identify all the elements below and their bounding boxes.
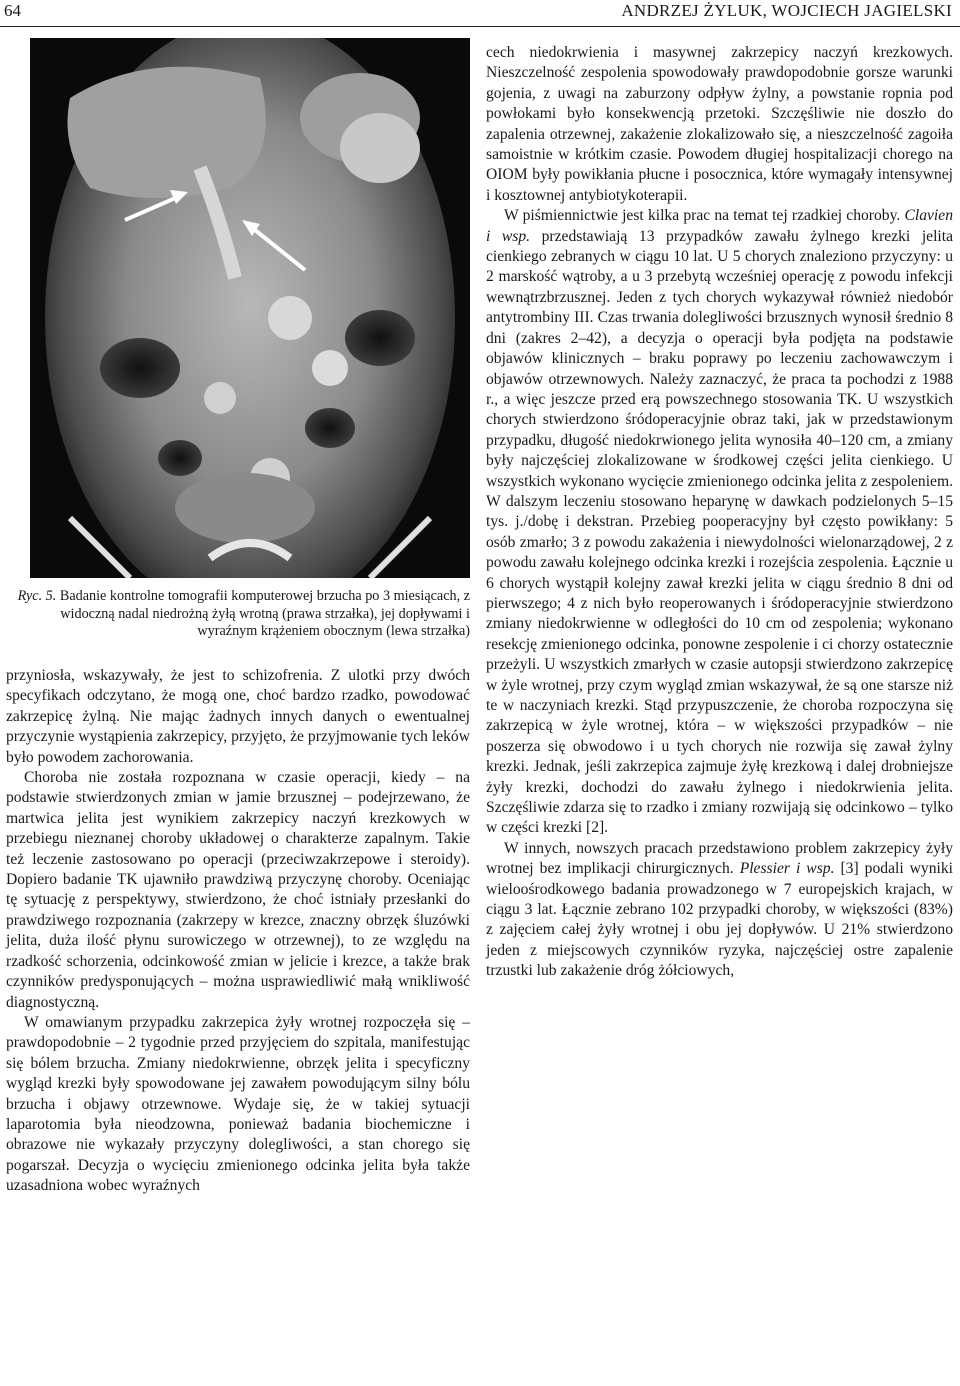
left-paragraph-3: W omawianym przypadku zakrzepica żyły wrotnej rozpoczęła się – prawdopodobnie – 2 tygodnie przed przyjęciem do szpitala, manifestując się bólem brzucha. Zmiany niedokrwienne, obrzęk jelita i specyficzny wygląd krezki były spowodowane jej zawałem powodującym silny bólu brzucha i objawy otrzewnowe. Wydaje się, że w takiej sytuacji laparotomia była nieodzowna, ponieważ badania biochemiczne i obrazowe nie wykazały przyczyny dolegliwości, a stan chorego się pogarszał. Decyzja o wycięciu zmienionego odcinka jelita była także uzasadniona wobec wyraźnych bbox=[6, 1013, 470, 1195]
left-column bbox=[6, 666, 470, 1197]
caption-text: Badanie kontrolne tomografii komputerowej brzucha po 3 miesiącach, z widoczną nadal niedrożną żyłą wrotną (prawa strzałka), jej dopływami i wyraźnym krążeniem obocznym (lewa strzałka) bbox=[56, 588, 470, 640]
right-paragraph-1: cech niedokrwienia i masywnej zakrzepicy naczyń krezkowych. Nieszczelność zespolenia spowodowały prawdopodobnie gorsze warunki gojenia, z uwagi na zaburzony odpływ żylny, a powstanie ropnia pod powłokami było konsekwencją przetoki. Szczęśliwie nie doszło do zapalenia otrzewnej, zakażenie zlokalizowało się, a nieszczelność zagoiła samoistnie w krótkim czasie. Powodem długiej hospitalizacji chorego na OIOM były powikłania płucne i posocznica, które wymagały intensywnej i kosztownej antybiotykoterapii. bbox=[486, 44, 953, 204]
citation-clavien: Clavien i wsp. bbox=[486, 207, 953, 245]
caption-label: Ryc. 5. bbox=[17, 588, 57, 604]
left-paragraph-1: przyniosła, wskazywały, że jest to schizofrenia. Z ulotki przy dwóch specyfikach odczytano, że mogą one, choć bardzo rzadko, powodować zakrzepicę żylną. Nie mając żadnych innych danych o ewentualnej przyczynie wystąpienia zakrzepicy, przyjęto, że przyjmowanie tych leków było powodem zachorowania. bbox=[6, 667, 470, 766]
ct-scan-image bbox=[30, 38, 470, 578]
right-paragraph-2-text-b: przedstawiają 13 przypadków zawału żylnego krezki jelita cienkiego zebranych w ciągu 10 lat. U 5 chorych znaleziono przyczyny: u 2 marskość wątroby, a u 3 przebytą wcześniej operację z powodu infekcji wewnątrzbrzusznej. Jeden z tych chorych wykazywał również niedobór antytrombiny III. Czas trwania dolegliwości brzusznych wynosił średnio 8 dni (zakres 2–42), a decyzja o operacji była podjęta na podstawie objawów klinicznych – braku poprawy po leczeniu zachowawczym i objawów otrzewnowych. Należy zaznaczyć, że praca ta pochodzi z 1988 r., a więc jeszcze przed erą powszechnego stosowania TK. U wszystkich chorych stwierdzono śródoperacyjnie obraz taki, jak w przedstawionym przypadku, długość niedokrwionego jelita wynosiła 40–120 cm, a zmiany były najczęściej zlokalizowane w środkowej części jelita cienkiego. U wszystkich wykonano wycięcie zmienionego odcinka jelita z zespoleniem. W dalszym leczeniu stosowano heparynę w dawkach podzielonych 5–15 tys. j./dobę i dekstran. Przebieg pooperacyjny był często powikłany: 5 osób zmarło; 3 z powodu zakażenia i niewydolności wielonarządowej, 2 z powodu zawału kolejnego odcinka krezki i rozejścia zespolenia. Łącznie u 6 chorych wystąpił kolejny zawał krezki jelita w ciągu średnio 8 dni od pierwszego; 4 z nich było reoperowanych i śródoperacyjnie stwierdzono zmiany niedokrwienne w odległości do 10 cm od zespolenia; wykonano resekcję zmienionego odcinka, ponowne zespolenie i ci chorzy ostatecznie przeżyli. U wszystkich zmarłych w czasie autopsji stwierdzono zakrzepicę w żyle wrotnej, przy czym wygląd zmian wskazywał, że są one starsze niż te w naczyniach krezki. Stąd przypuszczenie, że choroba rozpoczyna się zakrzepicą w żyle wrotnej, która – w większości przypadków – nie poszerza się obwodowo i u tych chorych nie rozwija się zawał żylny krezki. Jednak, jeśli zakrzepica zajmuje żyłę krezkową i dalej drobniejsze żyły krezki, dochodzi do zawału żylnego i niedokrwienia jelita. Szczęśliwie zdarza się to rzadko i zmiany rozwijają się odcinkowo – tylko w części krezki [2]. bbox=[486, 227, 953, 837]
ct-scan-figure bbox=[30, 38, 470, 578]
running-head-authors: ANDRZEJ ŻYLUK, WOJCIECH JAGIELSKI bbox=[621, 1, 952, 20]
header-rule bbox=[0, 26, 960, 27]
right-paragraph-3 bbox=[486, 839, 953, 982]
right-column bbox=[486, 43, 953, 982]
page-header bbox=[0, 0, 960, 22]
citation-plessier: Plessier i wsp. bbox=[739, 860, 835, 878]
right-paragraph-3-text-b: [3] podali wyniki wieloośrodkowego badania prowadzonego w 7 europejskich krajach, w ciągu 3 lat. Łącznie zebrano 102 przypadki choroby, w większości (83%) z zajęciem całej żyły wrotnej i obu jej dopływów. U 21% stwierdzono jeden z miejscowych czynników ryzyka, najczęściej ostre zapalenie trzustki lub zakażenie dróg żółciowych, bbox=[486, 860, 953, 980]
left-paragraph-2: Choroba nie została rozpoznana w czasie operacji, kiedy – na podstawie stwierdzonych zmian w jamie brzusznej – podejrzewano, że martwica jelita jest wynikiem zakrzepicy naczyń krezkowych w przebiegu nieznanej choroby układowej o charakterze zapalnym. Takie też leczenie zastosowano po operacji (przeciwzakrzepowe i steroidy). Dopiero badanie TK ujawniło prawdziwą przyczynę choroby. Oceniając tę sytuację z perspektywy, stwierdzono, że choć istniały przesłanki do prawdziwego rozpoznania (zakrzepy w krezce, znaczny obrzęk śluzówki jelita, duża ilość płynu surowiczego w otrzewnej), to ze względu na rzadkość schorzenia, odcinkowość zmian w jelicie i krezce, a także brak czynników predysponujących – można usprawiedliwić małą wnikliwość diagnostyczną. bbox=[6, 769, 470, 1011]
right-paragraph-3-text-a: W innych, nowszych pracach przedstawiono problem zakrzepicy żyły wrotnej bez implikacji chirurgicznych. bbox=[486, 839, 953, 878]
right-paragraph-2-text-a: W piśmiennictwie jest kilka prac na temat tej rzadkiej choroby. bbox=[504, 207, 905, 225]
right-paragraph-2 bbox=[486, 206, 953, 839]
figure-caption bbox=[8, 588, 470, 641]
page-number: 64 bbox=[4, 1, 21, 20]
